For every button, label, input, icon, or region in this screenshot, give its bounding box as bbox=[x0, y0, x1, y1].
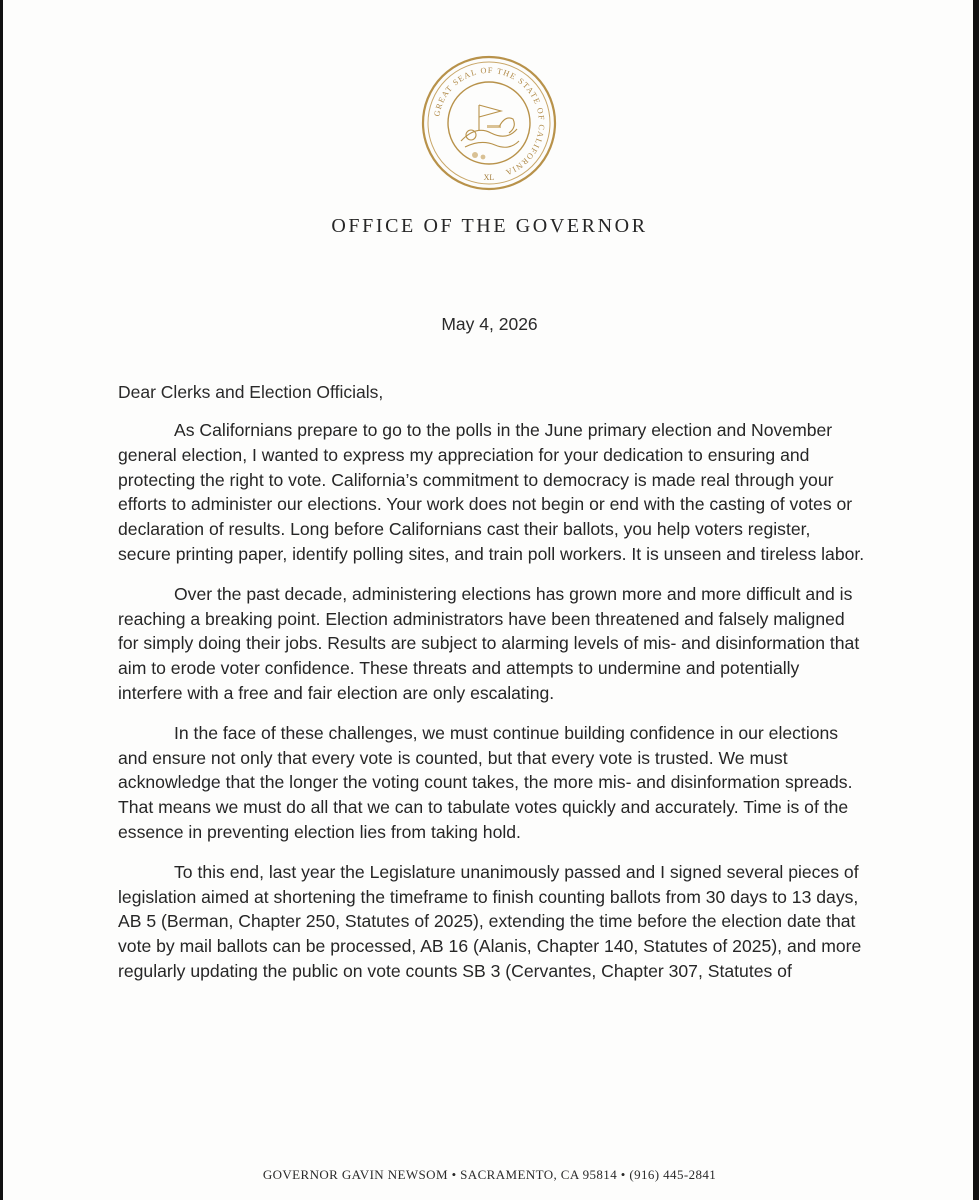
letterhead-footer: GOVERNOR GAVIN NEWSOM • SACRAMENTO, CA 95814 • (916) 445-2841 bbox=[262, 1167, 717, 1182]
seal-ring-text: GREAT SEAL OF THE STATE OF CALIFORNIA bbox=[432, 65, 547, 178]
paragraph-threats: Over the past decade, administering elections has grown more and more difficult and is reaching a breaking point. Election administrators have been threatened and falsely maligned for simply doing their jobs. Results are subject to alarming levels of mis- and disinformation that aim to erode voter confidence. These threats and attempts to undermine and potentially interfere with a free and fair election are only escalating. bbox=[118, 583, 860, 703]
scan-edge-left bbox=[0, 0, 3, 1200]
paragraph-legislation: To this end, last year the Legislature unanimously passed and I signed several pieces of legislation aimed at shortening the timeframe to finish counting ballots from 30 days to 13 days, AB 5 (Berman, Chapter 250, Statutes of 2025), extending the time before the election date that vote by mail ballots can be processed, AB 16 (Alanis, Chapter 140, Statutes of 2025), and more regularly updating the public on vote counts SB 3 (Cervantes, Chapter 307, Statutes of bbox=[118, 861, 862, 981]
paragraph-appreciation: As Californians prepare to go to the polls in the June primary election and November general election, I wanted to express my appreciation for your dedication to ensuring and protecting the right to vote. California’s commitment to democracy is made real through your efforts to administer our elections. Your work does not begin or end with the casting of votes or declaration of results. Long before Californians cast their ballots, you help voters register, secure printing paper, identify polling sites, and train poll workers. It is unseen and tireless labor. bbox=[118, 420, 865, 564]
letter-body bbox=[118, 418, 866, 999]
seal-numeral: XL bbox=[483, 173, 495, 182]
paragraph-confidence: In the face of these challenges, we must continue building confidence in our elections and ensure not only that every vote is counted, but that every vote is trusted. We must acknowledge that the longer the voting count takes, the more mis- and disinformation spreads. That means we must do all that we can to tabulate votes quickly and accurately. Time is of the essence in preventing election lies from taking hold. bbox=[118, 722, 853, 842]
letter-date: May 4, 2026 bbox=[441, 314, 538, 334]
governor-seal-logo bbox=[421, 55, 557, 191]
scan-edge-right bbox=[973, 0, 979, 1200]
office-title: OFFICE OF THE GOVERNOR bbox=[331, 215, 648, 237]
salutation: Dear Clerks and Election Officials, bbox=[118, 382, 384, 402]
